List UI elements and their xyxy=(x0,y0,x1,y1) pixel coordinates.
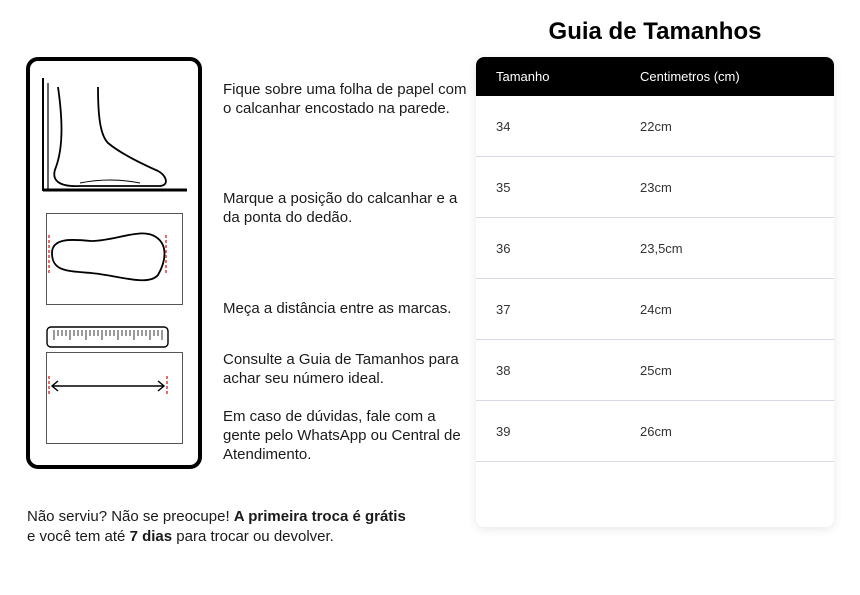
measure-distance-icon xyxy=(46,352,183,444)
column-header-cm: Centimetros (cm) xyxy=(640,69,740,84)
cm-cell: 22cm xyxy=(640,118,672,134)
footer-text: e você tem até xyxy=(27,528,130,545)
table-row xyxy=(476,401,834,462)
step-4-text: Consulte a Guia de Tamanhos para achar seu número ideal. xyxy=(223,351,459,387)
step-2-text: Marque a posição do calcanhar e a da ponta do dedão. xyxy=(223,190,458,226)
size-cell: 34 xyxy=(496,118,511,134)
size-cell: 35 xyxy=(496,179,511,195)
table-row xyxy=(476,96,834,157)
table-header xyxy=(476,57,834,96)
exchange-policy-note xyxy=(27,507,407,547)
step-3-text: Meça a distância entre as marcas. xyxy=(223,300,452,317)
cm-cell: 24cm xyxy=(640,301,672,317)
page-title: Guia de Tamanhos xyxy=(548,18,762,45)
table-row xyxy=(476,218,834,279)
step-5-text: Em caso de dúvidas, fale com a gente pelo WhatsApp ou Central de Atendimento. xyxy=(223,408,461,463)
table-row xyxy=(476,340,834,401)
foot-against-wall-icon xyxy=(40,75,190,195)
footer-free-exchange: A primeira troca é grátis xyxy=(233,508,406,525)
step-1-text: Fique sobre uma folha de papel com o calcanhar encostado na parede. xyxy=(223,81,467,117)
footer-days: 7 dias xyxy=(129,528,173,545)
size-cell: 38 xyxy=(496,362,511,378)
footprint-marking-icon xyxy=(46,213,183,305)
column-header-size: Tamanho xyxy=(496,69,550,84)
size-cell: 37 xyxy=(496,301,511,317)
cm-cell: 23,5cm xyxy=(640,240,683,256)
size-cell: 39 xyxy=(496,423,511,439)
footer-text: Não serviu? Não se preocupe! xyxy=(27,508,234,525)
table-row xyxy=(476,279,834,340)
cm-cell: 26cm xyxy=(640,423,672,439)
table-row xyxy=(476,157,834,218)
cm-cell: 25cm xyxy=(640,362,672,378)
footer-text: para trocar ou devolver. xyxy=(172,528,334,545)
cm-cell: 23cm xyxy=(640,179,672,195)
ruler-icon xyxy=(46,326,169,348)
size-table xyxy=(476,57,834,527)
size-cell: 36 xyxy=(496,240,511,256)
